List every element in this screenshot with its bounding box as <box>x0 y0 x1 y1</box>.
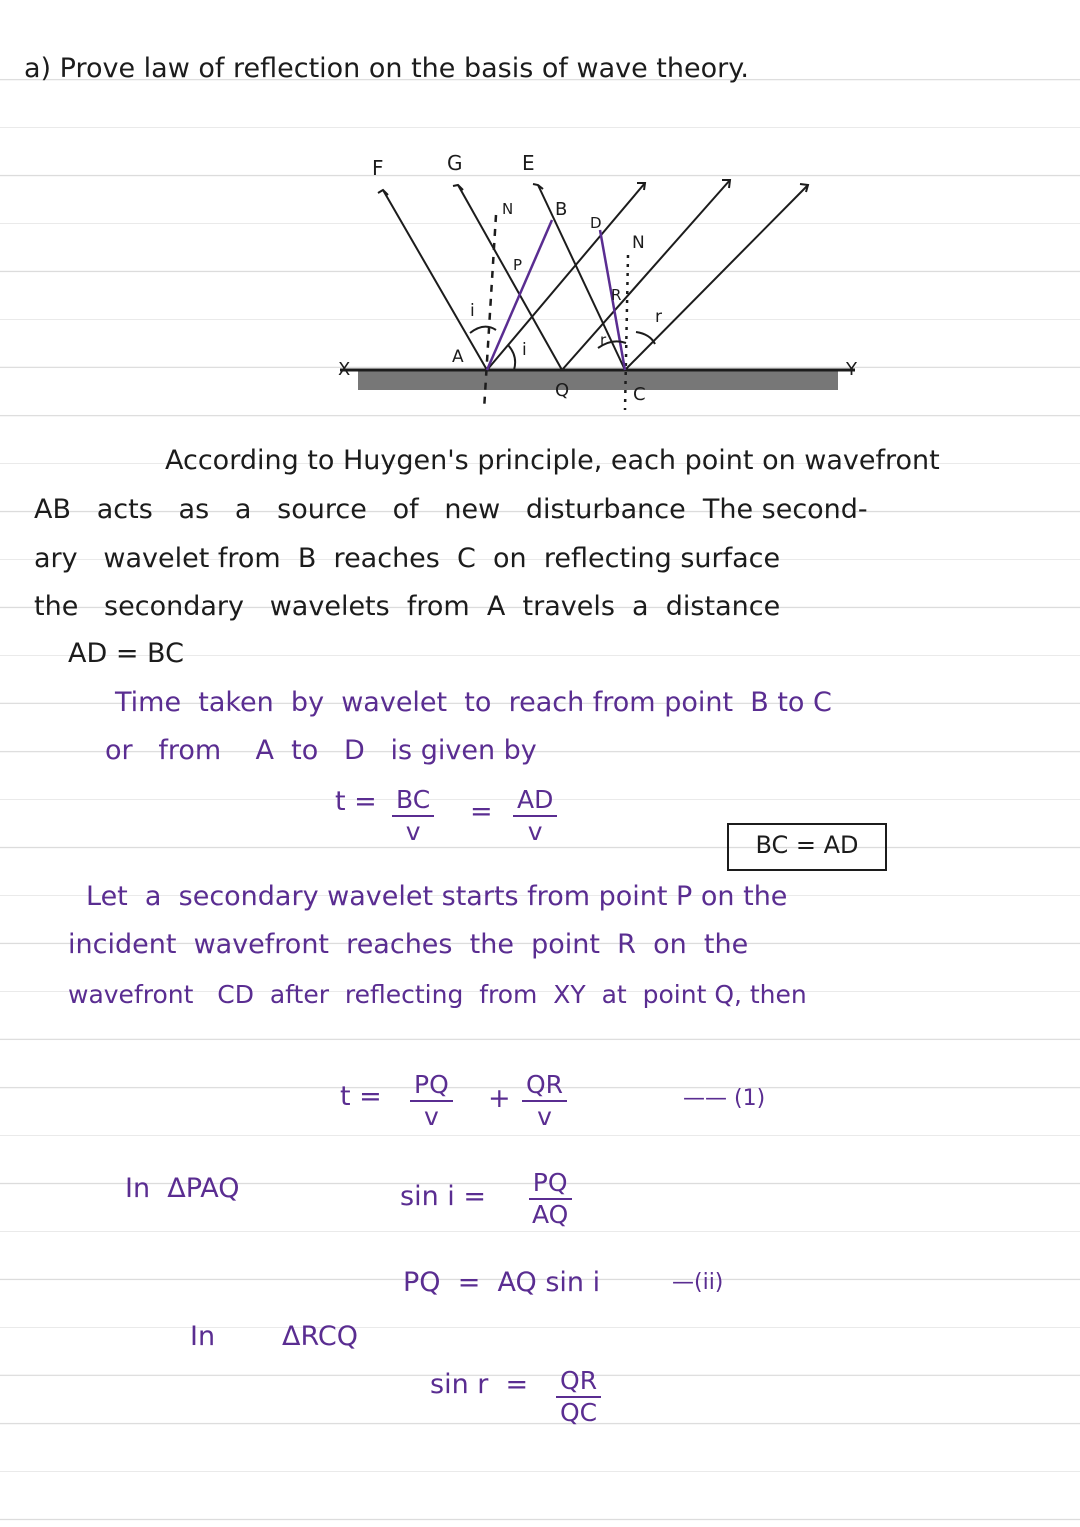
label-i1: i <box>470 301 475 321</box>
eq1-frac1 <box>410 1070 453 1132</box>
para1-line1: According to Huygen's principle, each point on wavefront <box>165 445 940 476</box>
eq-time-lhs: t = <box>335 786 377 817</box>
label-r2: r <box>655 307 662 327</box>
frac-den: v <box>527 817 543 846</box>
label-f: F <box>372 156 384 180</box>
para3-line3: wavefront CD after reflecting from XY at point Q, then <box>68 980 807 1009</box>
incident-ray-f <box>383 190 487 370</box>
para3-line2: incident wavefront reaches the point R on the <box>68 929 749 960</box>
para1-line2: AB acts as a source of new disturbance The second- <box>34 494 868 525</box>
frac-num: PQ <box>410 1070 453 1102</box>
para1-line5: AD = BC <box>68 638 184 669</box>
label-r: R <box>611 286 622 304</box>
label-y: Y <box>846 359 857 380</box>
tri2-label: ΔRCQ <box>282 1321 358 1352</box>
tri2-in: In <box>190 1321 216 1352</box>
label-q: Q <box>555 380 570 401</box>
frac-num: QR <box>556 1366 601 1398</box>
tri1-frac <box>528 1168 572 1230</box>
eq-time-frac2 <box>513 785 557 847</box>
eq-time-frac1 <box>392 785 434 847</box>
label-r1: r <box>600 331 607 349</box>
tri1-sin: sin i = <box>400 1181 486 1212</box>
question-title: a) Prove law of reflection on the basis of wave theory. <box>24 53 749 84</box>
frac-num: BC <box>392 785 434 817</box>
reflection-diagram <box>0 0 1080 440</box>
label-n2: N <box>632 233 645 253</box>
eq1-plus: + <box>488 1083 511 1114</box>
para1-line4: the secondary wavelets from A travels a distance <box>34 591 781 622</box>
tri2-sin: sin r = <box>430 1369 529 1400</box>
label-c: C <box>633 384 646 405</box>
eq1-frac2 <box>522 1070 567 1132</box>
frac-num: PQ <box>529 1168 572 1200</box>
label-p: P <box>513 256 523 274</box>
tri2-frac <box>556 1366 601 1428</box>
label-g: G <box>447 151 463 175</box>
frac-den: v <box>537 1102 552 1131</box>
label-n1: N <box>502 200 514 218</box>
eq1-tag: —— (1) <box>683 1086 766 1111</box>
eq2-tag: —(ii) <box>672 1270 724 1295</box>
eq-time-equals: = <box>470 796 493 827</box>
frac-den: v <box>423 1102 439 1131</box>
label-e: E <box>522 151 535 175</box>
label-b: B <box>555 199 568 220</box>
reflecting-surface <box>358 370 838 390</box>
para1-line3: ary wavelet from B reaches C on reflecting surface <box>34 543 781 574</box>
label-i2: i <box>522 340 527 360</box>
reflected-ray-3 <box>625 185 808 370</box>
label-a: A <box>452 347 464 367</box>
tri1-label: In ΔPAQ <box>125 1173 240 1204</box>
para2-line2: or from A to D is given by <box>105 735 537 766</box>
para2-line1: Time taken by wavelet to reach from point B to C <box>115 687 832 718</box>
para3-line1: Let a secondary wavelet starts from point P on the <box>86 881 788 912</box>
frac-den: AQ <box>532 1200 569 1229</box>
reflected-ray-2 <box>562 180 730 370</box>
frac-num: AD <box>513 785 557 817</box>
frac-num: QR <box>522 1070 567 1102</box>
frac-den: QC <box>560 1398 598 1427</box>
eq1-lhs: t = <box>340 1081 382 1112</box>
frac-den: v <box>405 817 421 846</box>
label-d: D <box>590 214 602 232</box>
boxed-result: BC = AD <box>727 823 887 871</box>
label-x: X <box>338 359 351 380</box>
wavefront-ab <box>487 220 552 370</box>
eq2-text: PQ = AQ sin i <box>403 1267 601 1298</box>
